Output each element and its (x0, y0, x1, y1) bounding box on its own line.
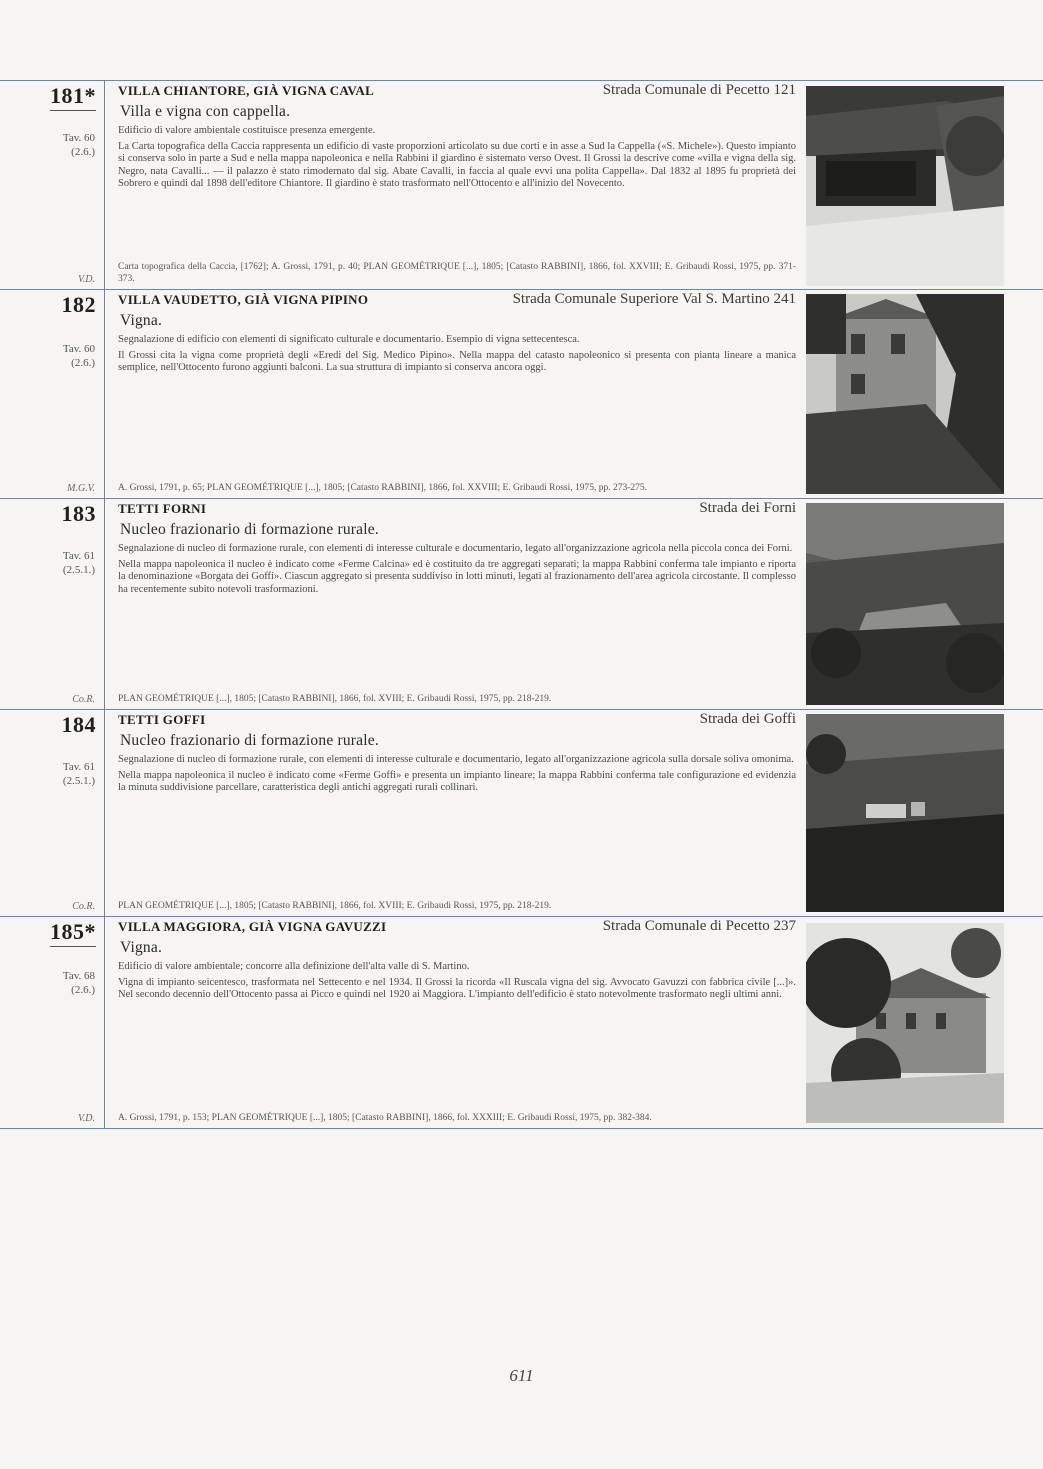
entry-subtitle: Villa e vigna con cappella. (120, 103, 291, 120)
entry-title: VILLA CHIANTORE, GIÀ VIGNA CAVAL (118, 83, 375, 98)
entry-number-column (0, 81, 105, 289)
description-summary: Segnalazione di edificio con elementi di significato culturale e documentario. Esempio di vigna settecentesca. (118, 334, 580, 345)
classification-code: (2.6.) (71, 146, 95, 158)
entry-photo (806, 86, 1004, 286)
entry-description (118, 543, 796, 599)
entry-content (118, 917, 796, 1128)
entry-number-column (0, 710, 105, 916)
entry-subtitle: Nucleo frazionario di formazione rurale. (120, 732, 379, 749)
entry-content (118, 710, 796, 916)
bibliography: PLAN GEOMÉTRIQUE [...], 1805; [Catasto RABBINI], 1866, fol. XVIII; E. Gribaudi Rossi, 1975, pp. 218-219. (118, 693, 552, 704)
description-history: Nella mappa napoleonica il nucleo è indicato come «Ferme Goffi» e presenta un impianto lineare; la mappa Rabbini conferma tale configurazione ed evidenzia la minuta suddivisione parcellare, caratteristica degli antichi aggregati rurali collinari. (118, 769, 796, 793)
plate-reference (63, 969, 95, 997)
plate-number: Tav. 61 (62, 761, 95, 773)
entry-description (118, 125, 796, 194)
bibliography: PLAN GEOMÉTRIQUE [...], 1805; [Catasto RABBINI], 1866, fol. XVIII; E. Gribaudi Rossi, 1975, pp. 218-219. (118, 900, 552, 911)
entry-address: Strada Comunale Superiore Val S. Martino 241 (512, 291, 796, 307)
entry-description (118, 334, 796, 378)
page-number: 611 (509, 1366, 534, 1385)
entry-title: VILLA VAUDETTO, GIÀ VIGNA PIPINO (118, 292, 369, 307)
description-history: Il Grossi cita la vigna come proprietà degli «Eredi del Sig. Medico Pipino». Nella mappa del catasto napoleonico si presenta con pianta lineare a manica semplice, nell'Ottocento furono aggiunti balconi. La sua struttura di impianto si conserva ancora oggi. (118, 349, 796, 373)
description-history: La Carta topografica della Caccia rappresenta un edificio di vaste proporzioni articolato su due corti e in asse a Sud la Cappella («S. Michele»). Questo impianto si conserva solo in parte a Sud e nella mappa napoleonica e nella Rabbini il giardino è sistemato verso Ovest. Il Grossi la descrive come «villa e vigna della sig. Negro, nata Cavalli... — il palazzo è stato rimodernato dal sig. Abate Cavalli, in faccia al quale evvi una polita Cappella». Dal 1832 al 1895 fu proprietà dei Sobrero e quindi dal 1898 dell'editore Chiantore. Il giardino è stato trasformato nell'Ottocento e all'inizio del Novecento. (118, 140, 796, 189)
description-history: Nella mappa napoleonica il nucleo è indicato come «Ferme Calcina» ed è costituito da tre aggregati separati; la mappa Rabbini conferma tale impianto e riporta la denominazione «Borgata dei Goffi». Ciascun aggregato si presenta suddiviso in lotti minuti, legati al frazionamento dell'area agricola circostante. Il complesso ha recentemente subito notevoli trasformazioni. (118, 558, 796, 595)
entry-number-column (0, 499, 105, 709)
title-row (118, 712, 796, 730)
catalog-entry (0, 290, 1043, 498)
plate-reference (63, 342, 95, 370)
plate-number: Tav. 61 (62, 550, 95, 562)
entry-photo (806, 503, 1004, 705)
title-row (118, 292, 796, 310)
classification-code: (2.6.) (71, 357, 95, 369)
entry-address: Strada Comunale di Pecetto 237 (602, 918, 796, 934)
author-initials: V.D. (77, 1113, 95, 1124)
entry-number: 182 (61, 292, 96, 317)
description-history: Vigna di impianto seicentesco, trasformata nel Settecento e nel 1934. Il Grossi la ricorda «Il Ruscala vigna del sig. Avvocato Gavuzzi con fabbrica civile [...]». Nel secondo decennio dell'Ottocento passa ai Picco e quindi nel 1920 ai Maggiora. L'impianto dell'edificio è stato notevolmente trasformato negli ultimi anni. (118, 976, 796, 1000)
entry-number: 181* (50, 83, 96, 111)
title-row (118, 501, 796, 519)
description-summary: Edificio di valore ambientale costituisce presenza emergente. (118, 125, 376, 136)
classification-code: (2.5.1.) (62, 564, 95, 576)
author-initials: Co.R. (72, 901, 95, 912)
catalog-entry (0, 710, 1043, 916)
entry-description (118, 961, 796, 1005)
bibliography: Carta topografica della Caccia, [1762]; A. Grossi, 1791, p. 40; PLAN GEOMÉTRIQUE [...], 1805; [Catasto RABBINI], 1866, fol. XXVIII; E. Gribaudi Rossi, 1975, pp. 371-373. (118, 262, 796, 284)
plate-reference (63, 131, 95, 159)
entry-content (118, 499, 796, 709)
title-row (118, 83, 796, 101)
entry-number: 184 (61, 712, 96, 737)
entry-address: Strada dei Goffi (699, 711, 796, 727)
bibliography: A. Grossi, 1791, p. 153; PLAN GEOMÉTRIQUE [...], 1805; [Catasto RABBINI], 1866, fol. XXXIII; E. Gribaudi Rossi, 1975, pp. 382-384. (118, 1112, 652, 1123)
entry-title: TETTI FORNI (118, 501, 207, 516)
author-initials: V.D. (77, 274, 95, 285)
entry-photo (806, 923, 1004, 1123)
plate-reference (63, 760, 95, 788)
title-row (118, 919, 796, 937)
entry-photo (806, 294, 1004, 494)
entry-number-column (0, 290, 105, 498)
plate-reference (63, 549, 95, 577)
entry-title: TETTI GOFFI (118, 712, 206, 727)
description-summary: Edificio di valore ambientale; concorre alla definizione dell'alta valle di S. Martino. (118, 961, 470, 972)
entry-description (118, 754, 796, 798)
plate-number: Tav. 60 (62, 343, 95, 355)
catalog-entry (0, 499, 1043, 709)
plate-number: Tav. 60 (62, 132, 95, 144)
entry-title: VILLA MAGGIORA, GIÀ VIGNA GAVUZZI (118, 919, 387, 934)
entry-subtitle: Vigna. (120, 312, 163, 329)
author-initials: M.G.V. (67, 483, 95, 494)
entry-subtitle: Vigna. (120, 939, 163, 956)
entry-content (118, 290, 796, 498)
entry-number: 183 (61, 501, 96, 526)
entry-number: 185* (50, 919, 96, 947)
entry-subtitle: Nucleo frazionario di formazione rurale. (120, 521, 379, 538)
entry-content (118, 81, 796, 289)
entry-photo (806, 714, 1004, 912)
plate-number: Tav. 68 (62, 970, 95, 982)
classification-code: (2.5.1.) (62, 775, 95, 787)
entry-number-column (0, 917, 105, 1128)
author-initials: Co.R. (72, 694, 95, 705)
catalog-entry (0, 917, 1043, 1128)
bibliography: A. Grossi, 1791, p. 65; PLAN GEOMÉTRIQUE [...], 1805; [Catasto RABBINI], 1866, fol. XXVIII; E. Gribaudi Rossi, 1975, pp. 273-275. (118, 482, 648, 493)
separator-bottom (0, 1128, 1043, 1129)
description-summary: Segnalazione di nucleo di formazione rurale, con elementi di interesse culturale e documentario, legato all'organizzazione agricola sulla dorsale soliva omonima. (118, 754, 794, 765)
entry-address: Strada Comunale di Pecetto 121 (602, 82, 796, 98)
classification-code: (2.6.) (71, 984, 95, 996)
catalog-entry (0, 81, 1043, 289)
description-summary: Segnalazione di nucleo di formazione rurale, con elementi di interesse culturale e documentario, legato all'organizzazione agricola nella piccola conca dei Forni. (118, 543, 793, 554)
entry-address: Strada dei Forni (699, 500, 796, 516)
